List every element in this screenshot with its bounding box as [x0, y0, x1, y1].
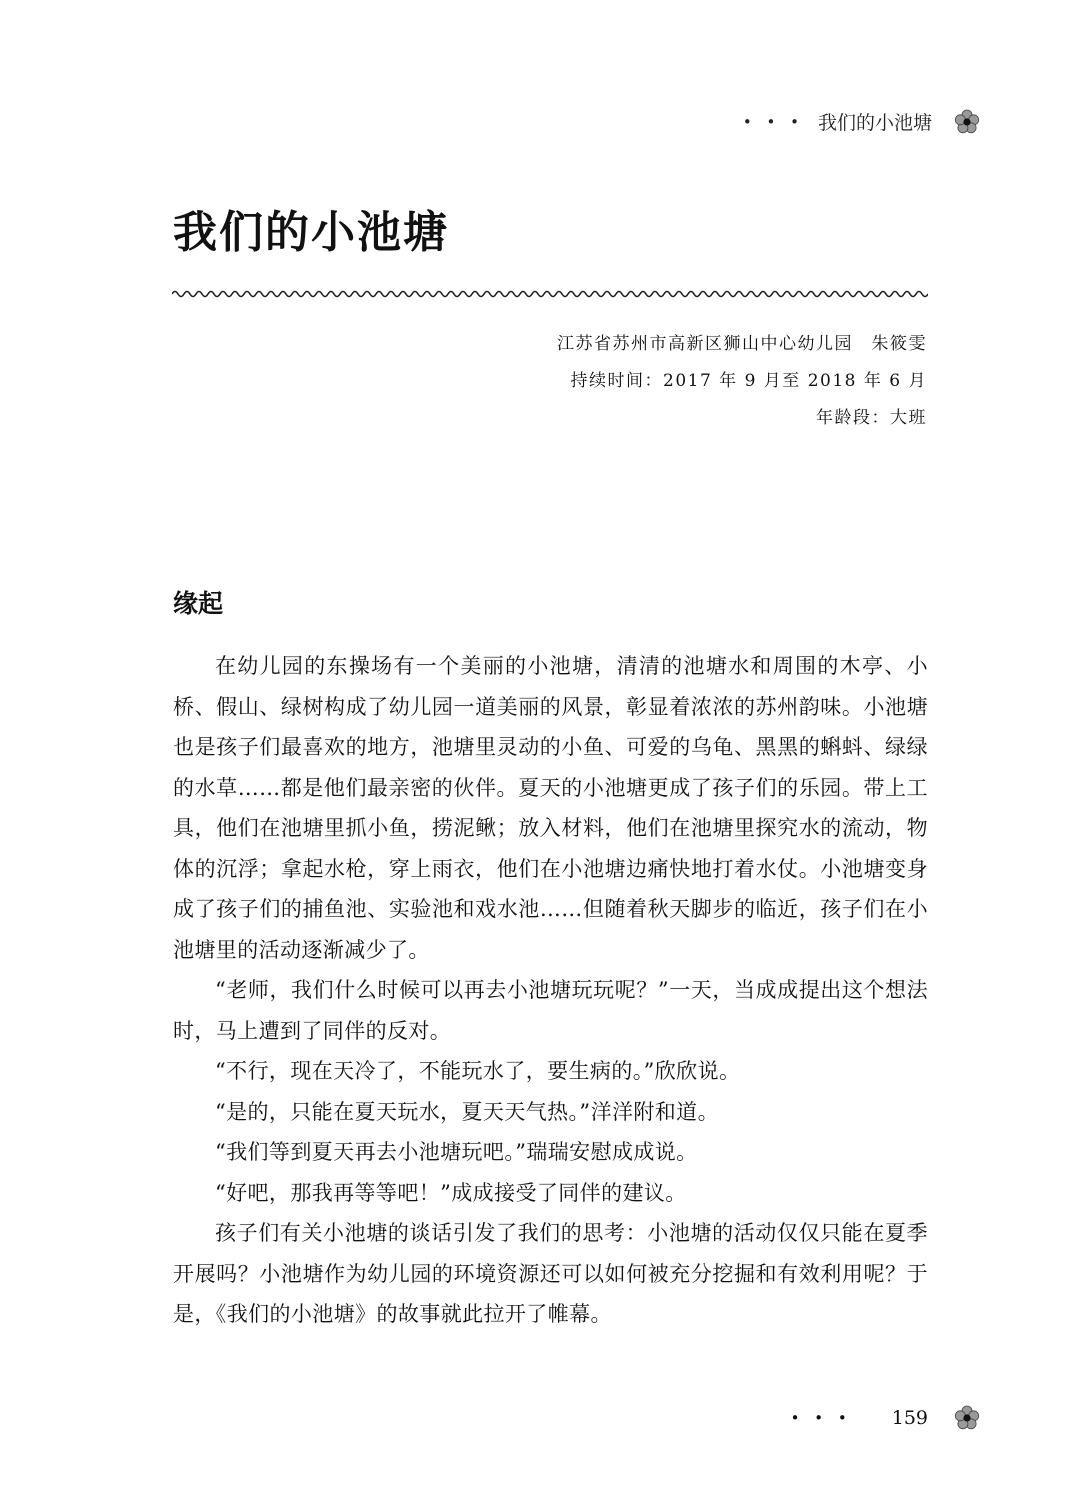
paragraph: 在幼儿园的东操场有一个美丽的小池塘，清清的池塘水和周围的木亭、小桥、假山、绿树构成了幼儿园一道美丽的风景，彰显着浓浓的苏州韵味。小池塘也是孩子们最喜欢的地方，池塘里灵动的小鱼、可爱的乌龟、黑黑的蝌蚪、绿绿的水草……都是他们最亲密的伙伴。夏天的小池塘更成了孩子们的乐园。带上工具，他们在池塘里抓小鱼，捞泥鳅；放入材料，他们在池塘里探究水的流动，物体的沉浮；拿起水枪，穿上雨衣，他们在小池塘边痛快地打着水仗。小池塘变身成了孩子们的捕鱼池、实验池和戏水池……但随着秋天脚步的临近，孩子们在小池塘里的活动逐渐减少了。: [173, 654, 928, 962]
age-group: 年龄段：大班: [816, 408, 927, 428]
page-footer: [791, 1405, 980, 1431]
duration: 持续时间：2017 年 9 月至 2018 年 6 月: [570, 371, 927, 391]
running-head-dots: • • •: [742, 112, 804, 131]
running-head: [743, 108, 980, 135]
flower-icon: [954, 109, 980, 135]
footer-dots: • • •: [790, 1409, 852, 1427]
paragraph: “老师，我们什么时候可以再去小池塘玩玩呢？”一天，当成成提出这个想法时，马上遭到了同伴的反对。: [173, 978, 928, 1043]
wavy-divider: [172, 287, 928, 301]
page-number: 159: [891, 1407, 928, 1429]
paragraph: “好吧，那我再等等吧！”成成接受了同伴的建议。: [215, 1180, 687, 1205]
section-heading: 缘起: [173, 589, 224, 618]
paragraph: “不行，现在天冷了，不能玩水了，要生病的。”欣欣说。: [215, 1059, 741, 1083]
article-meta: [557, 326, 927, 437]
article-title: 我们的小池塘: [173, 207, 449, 258]
paragraph: “是的，只能在夏天玩水，夏天天气热。”洋洋附和道。: [215, 1099, 719, 1124]
running-head-title: 我们的小池塘: [817, 112, 932, 134]
paragraph: 孩子们有关小池塘的谈话引发了我们的思考：小池塘的活动仅仅只能在夏季开展吗？小池塘作为幼儿园的环境资源还可以如何被充分挖掘和有效利用呢？于是，《我们的小池塘》的故事就此拉开了帷幕。: [173, 1221, 928, 1326]
paragraph: “我们等到夏天再去小池塘玩吧。”瑞瑞安慰成成说。: [215, 1140, 698, 1164]
body-text: [173, 646, 928, 1335]
flower-icon: [954, 1405, 980, 1431]
institution-author: 江苏省苏州市高新区狮山中心幼儿园 朱筱雯: [557, 334, 927, 354]
